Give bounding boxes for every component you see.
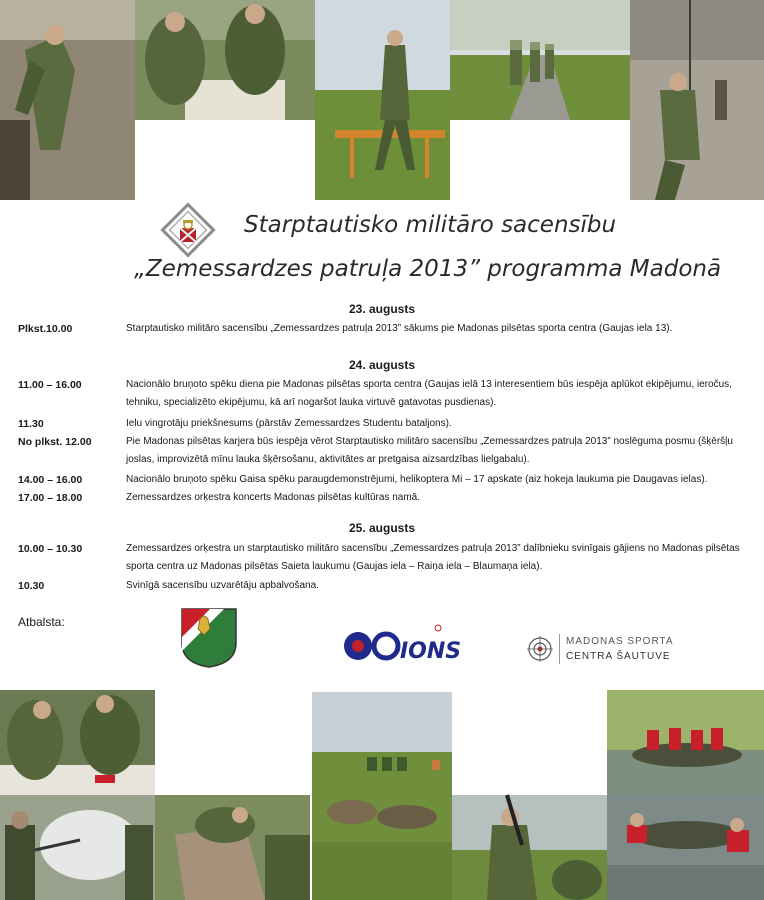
schedule-description: Nacionālo bruņoto spēku diena pie Madonas pilsētas sporta centra (Gaujas ielā 13 interesentiem būs iespēja aplūkot ekipējumu, ieročus, tehniku, specializēto ekipējumu, kā arī nogaršot lauka virtuvē gatavotas pusdienas). bbox=[126, 379, 732, 408]
svg-text:IONS: IONS bbox=[400, 639, 462, 664]
supporters-label: Atbalsta: bbox=[18, 615, 65, 629]
shooting-range-name-line-2: CENTRA ŠAUTUVE bbox=[566, 651, 671, 662]
photo-soldier-climbing-rope bbox=[630, 0, 764, 200]
schedule-time: 14.00 – 16.00 bbox=[18, 474, 83, 486]
schedule-time: 11.00 – 16.00 bbox=[18, 379, 82, 391]
photo-shooting-range bbox=[312, 692, 452, 900]
title-line-2: „Zemessardzes patruļa 2013” programma Madonā bbox=[134, 256, 722, 282]
photo-soldiers-road-march bbox=[450, 0, 630, 120]
schedule-description: Nacionālo bruņoto spēku Gaisa spēku paraugdemonstrējumi, helikoptera Mi – 17 apskate (aiz hokeja laukuma pie Daugavas ielas). bbox=[126, 474, 708, 485]
logo-divider bbox=[559, 634, 560, 664]
schedule-description: Starptautisko militāro sacensību „Zemessardzes patruļa 2013” sākums pie Madonas pilsētas sporta centra (Gaujas iela 13). bbox=[126, 323, 673, 334]
title-line-1: Starptautisko militāro sacensību bbox=[244, 212, 617, 238]
schedule-time: 10.00 – 10.30 bbox=[18, 543, 83, 555]
photo-soldiers-with-documents bbox=[0, 690, 155, 795]
photo-soldier-with-rifle bbox=[452, 795, 607, 900]
photo-soldiers-map-reading bbox=[135, 0, 315, 120]
schedule-description: Pie Madonas pilsētas karjera būs iespēja vērot Starptautisko militāro sacensību „Zemessardzes patruļa 2013” noslēguma posmu (šķēršļu joslas, improvizētā mīnu lauka šķērsošanu, aktivitātes ar pretgaisa aizsardzības lielgabalu). bbox=[126, 436, 733, 465]
photo-soldiers-in-water bbox=[607, 795, 764, 900]
target-icon bbox=[527, 636, 553, 662]
zemessardze-emblem bbox=[162, 204, 214, 256]
schedule-time: Plkst.10.00 bbox=[18, 323, 73, 335]
schedule-time: 10.30 bbox=[18, 580, 45, 592]
photo-soldiers-crawling-obstacle bbox=[155, 795, 310, 900]
schedule-description: Ielu vingrotāju priekšnesums (pārstāv Zemessardzes Studentu bataljons). bbox=[126, 418, 452, 429]
day-heading-24: 24. augusts bbox=[348, 358, 416, 372]
day-heading-25: 25. augusts bbox=[348, 521, 416, 535]
photo-soldiers-in-boat bbox=[607, 690, 764, 795]
day-heading-23: 23. augusts bbox=[348, 302, 416, 316]
madona-coat-of-arms-logo bbox=[180, 607, 238, 669]
shooting-range-name-line-1: MADONAS SPORTA bbox=[566, 636, 674, 647]
schedule-description: Zemessardzes orķestra koncerts Madonas pilsētas kultūras namā. bbox=[126, 492, 421, 503]
orions-logo bbox=[342, 620, 462, 668]
schedule-time: No plkst. 12.00 bbox=[18, 436, 92, 448]
photo-firefighting-hose bbox=[0, 795, 155, 900]
photo-soldiers-climbing-wall bbox=[0, 0, 135, 200]
schedule-description: Svinīgā sacensību uzvarētāju apbalvošana. bbox=[126, 580, 319, 591]
schedule-time: 17.00 – 18.00 bbox=[18, 492, 83, 504]
schedule-description: Zemessardzes orķestra un starptautisko militāro sacensību „Zemessardzes patruļa 2013” dalībnieku svinīgais gājiens no Madonas pilsētas sporta centra uz Madonas pilsētas Saieta laukumu (Gaujas iela – Raiņa iela – Blaumaņa iela). bbox=[126, 543, 740, 572]
schedule-time: 11.30 bbox=[18, 418, 44, 430]
photo-soldier-balance-beam bbox=[315, 0, 450, 200]
